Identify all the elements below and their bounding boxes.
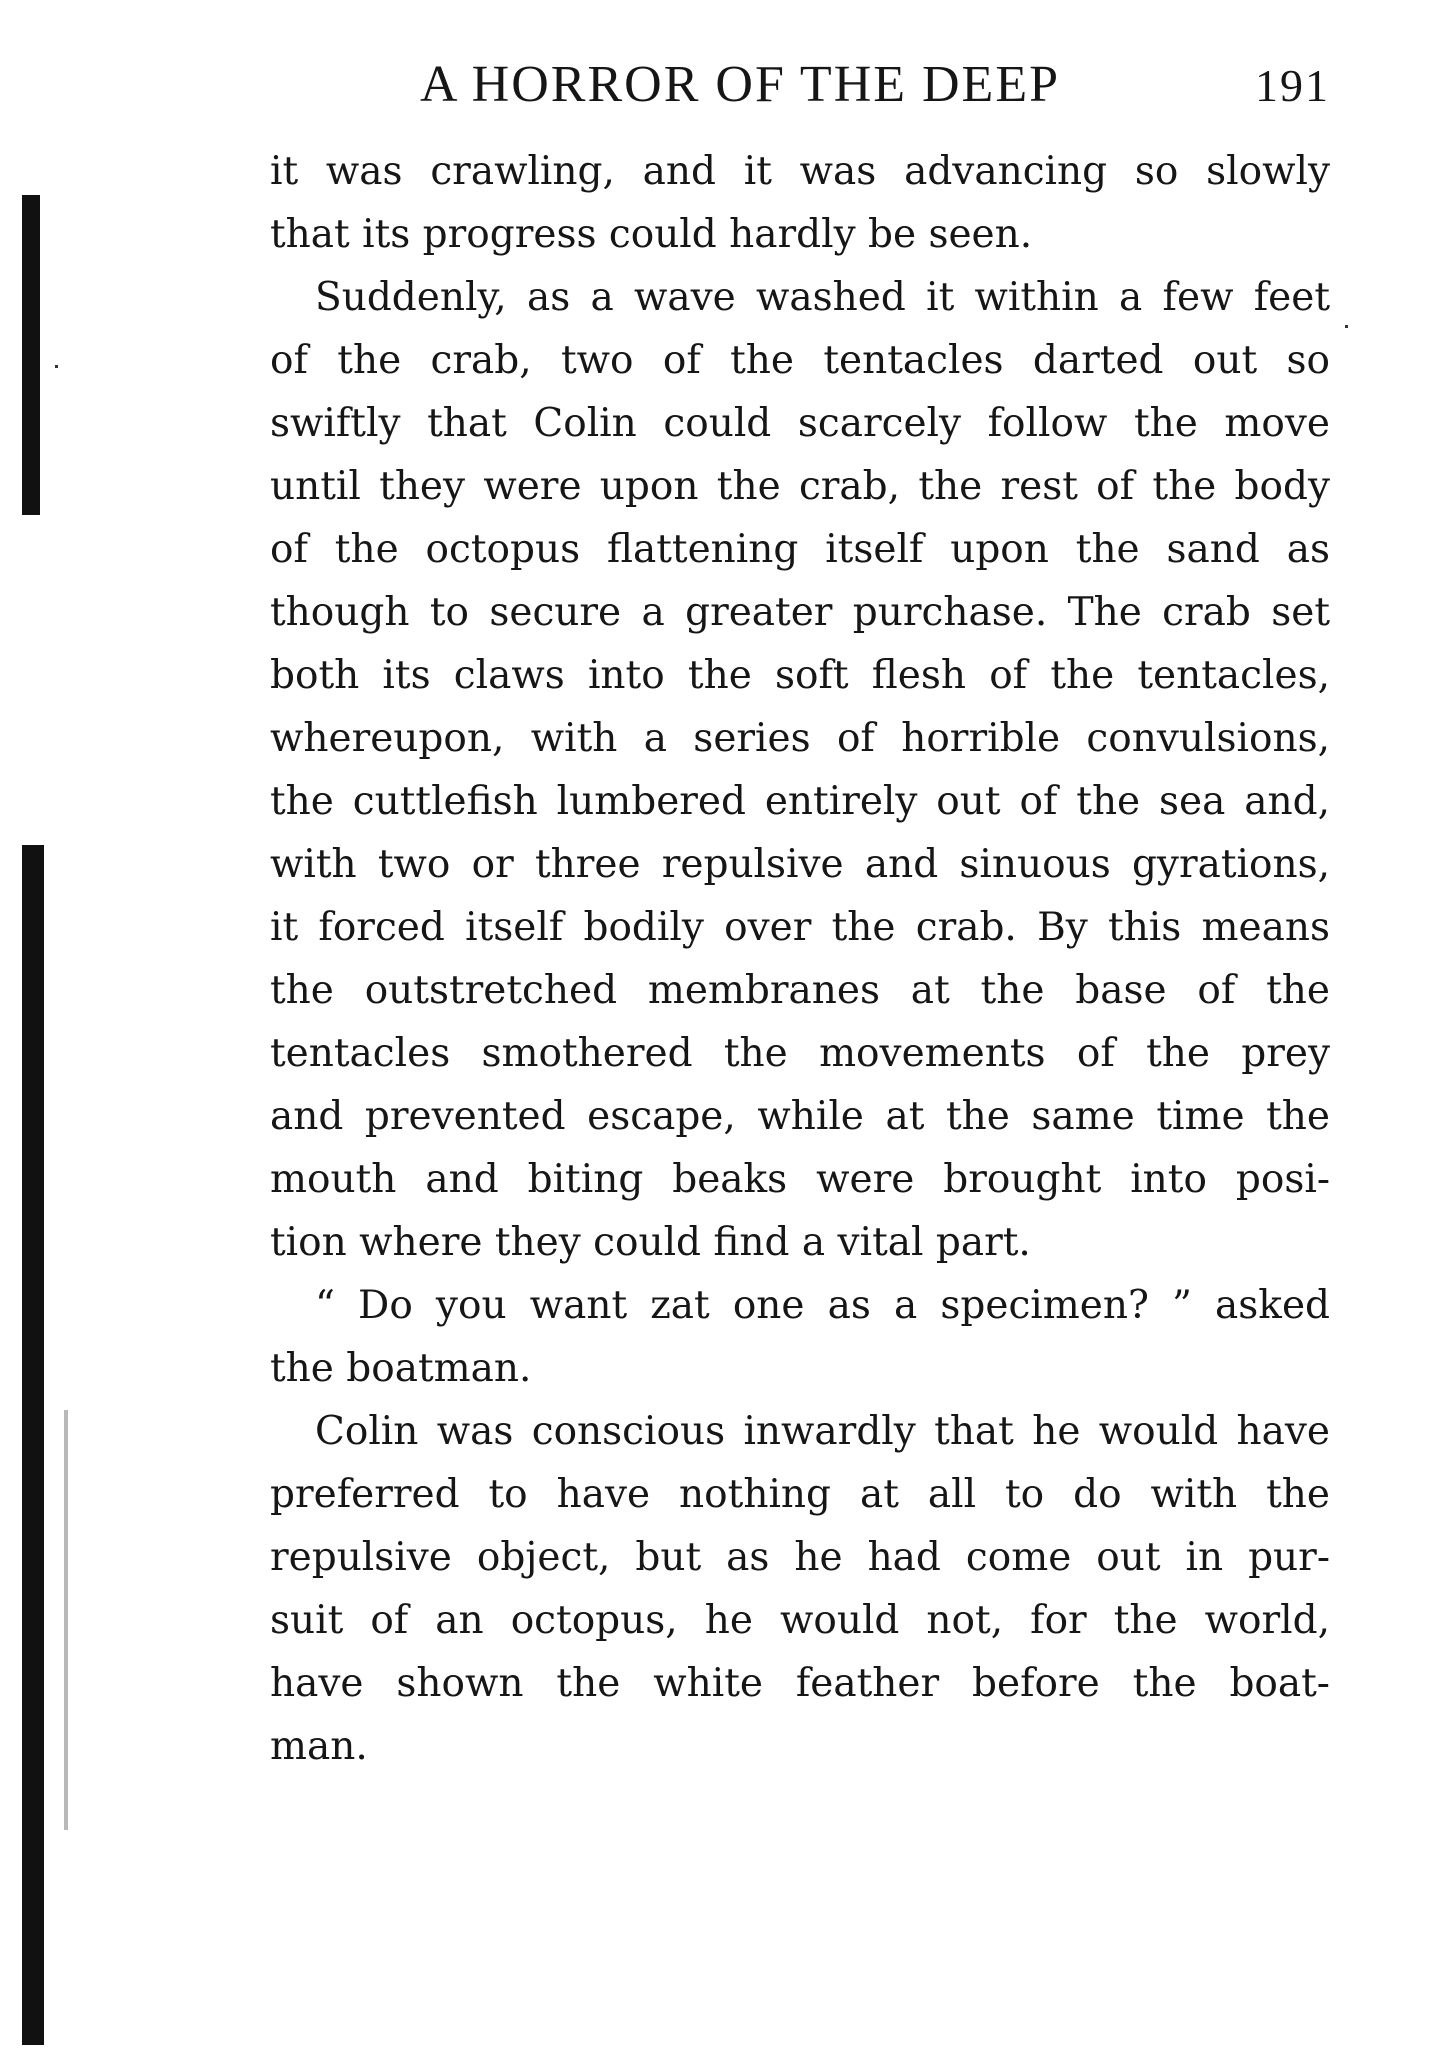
text-line: and prevented escape, while at the same time the <box>270 1094 1330 1139</box>
text-line: it was crawling, and it was advancing so slowly <box>270 149 1330 194</box>
text-line: the cuttlefish lumbered entirely out of the sea and, <box>270 779 1330 824</box>
text-line: preferred to have nothing at all to do with the <box>270 1472 1330 1517</box>
binding-shadow-lower <box>22 845 44 2045</box>
page-header <box>0 55 1431 125</box>
scan-speck <box>64 1410 68 1830</box>
page-number: 191 <box>1255 60 1330 111</box>
text-line: it forced itself bodily over the crab. By this means <box>270 905 1330 950</box>
running-title: A HORROR OF THE DEEP <box>420 56 1061 113</box>
text-line: the boatman. <box>270 1346 532 1391</box>
text-line: repulsive object, but as he had come out in pur- <box>270 1535 1330 1580</box>
text-line: Colin was conscious inwardly that he would have <box>315 1409 1330 1454</box>
text-line: tentacles smothered the movements of the prey <box>270 1031 1330 1076</box>
text-line: Suddenly, as a wave washed it within a few feet <box>315 275 1330 320</box>
text-line: with two or three repulsive and sinuous gyrations, <box>270 842 1330 887</box>
text-line: though to secure a greater purchase. The crab set <box>270 590 1330 635</box>
text-line: that its progress could hardly be seen. <box>270 212 1033 257</box>
text-line: of the crab, two of the tentacles darted out so <box>270 338 1330 383</box>
text-line: tion where they could find a vital part. <box>270 1220 1031 1265</box>
text-line: mouth and biting beaks were brought into posi- <box>270 1157 1330 1202</box>
text-line: man. <box>270 1724 368 1769</box>
text-line: of the octopus flattening itself upon the sand as <box>270 527 1330 572</box>
scan-speck <box>55 365 58 368</box>
text-line: have shown the white feather before the boat- <box>270 1661 1330 1706</box>
scan-speck <box>1345 325 1348 328</box>
text-line: whereupon, with a series of horrible convulsions, <box>270 716 1330 761</box>
body-text <box>270 140 1330 1778</box>
text-line: until they were upon the crab, the rest of the body <box>270 464 1330 509</box>
text-line: swiftly that Colin could scarcely follow the move <box>270 401 1330 446</box>
text-line: both its claws into the soft flesh of the tentacles, <box>270 653 1330 698</box>
text-line: suit of an octopus, he would not, for the world, <box>270 1598 1330 1643</box>
text-line: the outstretched membranes at the base of the <box>270 968 1330 1013</box>
binding-shadow-upper <box>22 195 40 515</box>
text-line: “ Do you want zat one as a specimen? ” asked <box>315 1283 1330 1328</box>
